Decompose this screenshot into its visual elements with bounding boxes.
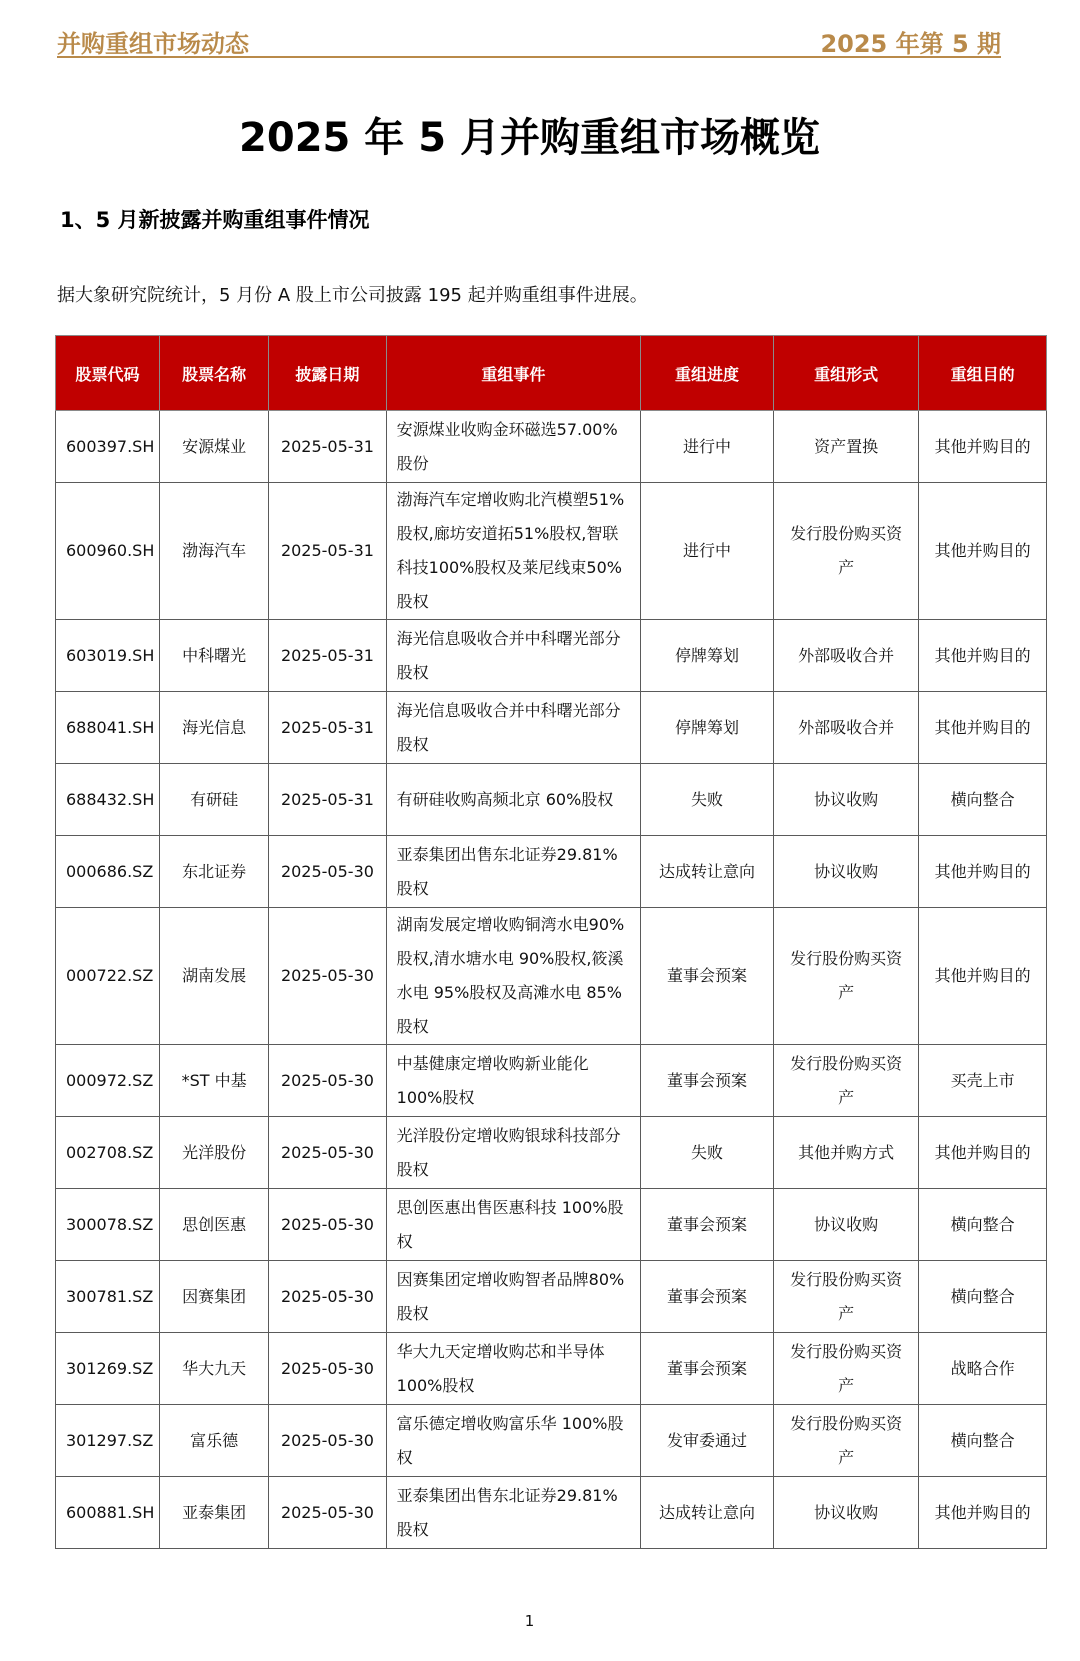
disclosure-date-cell: 2025-05-30 bbox=[269, 1117, 386, 1189]
purpose-cell: 横向整合 bbox=[919, 1405, 1047, 1477]
progress-cell: 失败 bbox=[641, 764, 774, 836]
table-header-row bbox=[56, 336, 1047, 411]
progress-cell: 进行中 bbox=[641, 411, 774, 483]
event-cell: 亚泰集团出售东北证券29.81%股权 bbox=[386, 836, 640, 908]
progress-cell: 董事会预案 bbox=[641, 908, 774, 1045]
column-header: 股票代码 bbox=[56, 336, 160, 411]
purpose-cell: 横向整合 bbox=[919, 764, 1047, 836]
table-row bbox=[56, 1045, 1047, 1117]
purpose-cell: 其他并购目的 bbox=[919, 411, 1047, 483]
stock-code-cell: 300078.SZ bbox=[56, 1189, 160, 1261]
progress-cell: 董事会预案 bbox=[641, 1189, 774, 1261]
stock-name-cell: 华大九天 bbox=[160, 1333, 269, 1405]
disclosure-date-cell: 2025-05-31 bbox=[269, 411, 386, 483]
table-row bbox=[56, 764, 1047, 836]
stock-code-cell: 000686.SZ bbox=[56, 836, 160, 908]
event-cell: 有研硅收购高频北京 60%股权 bbox=[386, 764, 640, 836]
purpose-cell: 买壳上市 bbox=[919, 1045, 1047, 1117]
stock-code-cell: 688432.SH bbox=[56, 764, 160, 836]
stock-code-cell: 000722.SZ bbox=[56, 908, 160, 1045]
stock-name-cell: 渤海汽车 bbox=[160, 483, 269, 620]
form-cell: 发行股份购买资产 bbox=[773, 1405, 918, 1477]
form-cell: 协议收购 bbox=[773, 764, 918, 836]
disclosure-date-cell: 2025-05-30 bbox=[269, 1261, 386, 1333]
table-row bbox=[56, 1261, 1047, 1333]
stock-name-cell: 中科曙光 bbox=[160, 620, 269, 692]
stock-name-cell: 东北证券 bbox=[160, 836, 269, 908]
table-row bbox=[56, 1333, 1047, 1405]
table-row bbox=[56, 411, 1047, 483]
stock-code-cell: 301269.SZ bbox=[56, 1333, 160, 1405]
purpose-cell: 其他并购目的 bbox=[919, 692, 1047, 764]
progress-cell: 停牌筹划 bbox=[641, 620, 774, 692]
disclosure-date-cell: 2025-05-30 bbox=[269, 1045, 386, 1117]
events-table bbox=[55, 335, 1047, 1549]
form-cell: 外部吸收合并 bbox=[773, 692, 918, 764]
table-row bbox=[56, 836, 1047, 908]
event-cell: 海光信息吸收合并中科曙光部分股权 bbox=[386, 692, 640, 764]
event-cell: 华大九天定增收购芯和半导体100%股权 bbox=[386, 1333, 640, 1405]
disclosure-date-cell: 2025-05-30 bbox=[269, 1189, 386, 1261]
purpose-cell: 其他并购目的 bbox=[919, 908, 1047, 1045]
form-cell: 外部吸收合并 bbox=[773, 620, 918, 692]
column-header: 重组形式 bbox=[773, 336, 918, 411]
event-cell: 中基健康定增收购新业能化100%股权 bbox=[386, 1045, 640, 1117]
stock-name-cell: 富乐德 bbox=[160, 1405, 269, 1477]
progress-cell: 进行中 bbox=[641, 483, 774, 620]
table-row bbox=[56, 483, 1047, 620]
stock-code-cell: 000972.SZ bbox=[56, 1045, 160, 1117]
event-cell: 光洋股份定增收购银球科技部分股权 bbox=[386, 1117, 640, 1189]
column-header: 重组事件 bbox=[386, 336, 640, 411]
event-cell: 思创医惠出售医惠科技 100%股权 bbox=[386, 1189, 640, 1261]
stock-code-cell: 600881.SH bbox=[56, 1477, 160, 1549]
disclosure-date-cell: 2025-05-30 bbox=[269, 836, 386, 908]
form-cell: 发行股份购买资产 bbox=[773, 1261, 918, 1333]
disclosure-date-cell: 2025-05-30 bbox=[269, 1477, 386, 1549]
stock-name-cell: 亚泰集团 bbox=[160, 1477, 269, 1549]
event-cell: 安源煤业收购金环磁选57.00%股份 bbox=[386, 411, 640, 483]
disclosure-date-cell: 2025-05-31 bbox=[269, 620, 386, 692]
table-row bbox=[56, 692, 1047, 764]
page-number: 1 bbox=[524, 1612, 535, 1630]
stock-name-cell: *ST 中基 bbox=[160, 1045, 269, 1117]
header-issue-number: 2025 年第 5 期 bbox=[820, 30, 1001, 58]
progress-cell: 失败 bbox=[641, 1117, 774, 1189]
section-heading: 1、5 月新披露并购重组事件情况 bbox=[60, 208, 370, 232]
page-title: 2025 年 5 月并购重组市场概览 bbox=[239, 115, 820, 161]
progress-cell: 董事会预案 bbox=[641, 1261, 774, 1333]
progress-cell: 达成转让意向 bbox=[641, 1477, 774, 1549]
stock-name-cell: 思创医惠 bbox=[160, 1189, 269, 1261]
event-cell: 海光信息吸收合并中科曙光部分股权 bbox=[386, 620, 640, 692]
stock-name-cell: 湖南发展 bbox=[160, 908, 269, 1045]
purpose-cell: 横向整合 bbox=[919, 1189, 1047, 1261]
disclosure-date-cell: 2025-05-30 bbox=[269, 908, 386, 1045]
intro-paragraph: 据大象研究院统计，5 月份 A 股上市公司披露 195 起并购重组事件进展。 bbox=[57, 285, 648, 306]
stock-code-cell: 600397.SH bbox=[56, 411, 160, 483]
disclosure-date-cell: 2025-05-30 bbox=[269, 1333, 386, 1405]
stock-code-cell: 688041.SH bbox=[56, 692, 160, 764]
stock-code-cell: 300781.SZ bbox=[56, 1261, 160, 1333]
stock-name-cell: 光洋股份 bbox=[160, 1117, 269, 1189]
stock-code-cell: 002708.SZ bbox=[56, 1117, 160, 1189]
form-cell: 发行股份购买资产 bbox=[773, 1045, 918, 1117]
progress-cell: 停牌筹划 bbox=[641, 692, 774, 764]
event-cell: 湖南发展定增收购铜湾水电90%股权,清水塘水电 90%股权,筱溪水电 95%股权及高滩水电 85%股权 bbox=[386, 908, 640, 1045]
event-cell: 渤海汽车定增收购北汽模塑51%股权,廊坊安道拓51%股权,智联科技100%股权及莱尼线束50%股权 bbox=[386, 483, 640, 620]
form-cell: 资产置换 bbox=[773, 411, 918, 483]
stock-name-cell: 有研硅 bbox=[160, 764, 269, 836]
purpose-cell: 其他并购目的 bbox=[919, 836, 1047, 908]
header-publication-title: 并购重组市场动态 bbox=[57, 30, 249, 58]
form-cell: 协议收购 bbox=[773, 1189, 918, 1261]
progress-cell: 发审委通过 bbox=[641, 1405, 774, 1477]
disclosure-date-cell: 2025-05-31 bbox=[269, 692, 386, 764]
stock-name-cell: 海光信息 bbox=[160, 692, 269, 764]
column-header: 重组进度 bbox=[641, 336, 774, 411]
table-row bbox=[56, 1117, 1047, 1189]
table-row bbox=[56, 1405, 1047, 1477]
purpose-cell: 其他并购目的 bbox=[919, 1477, 1047, 1549]
event-cell: 因赛集团定增收购智者品牌80%股权 bbox=[386, 1261, 640, 1333]
stock-name-cell: 因赛集团 bbox=[160, 1261, 269, 1333]
purpose-cell: 其他并购目的 bbox=[919, 1117, 1047, 1189]
purpose-cell: 横向整合 bbox=[919, 1261, 1047, 1333]
form-cell: 协议收购 bbox=[773, 836, 918, 908]
progress-cell: 达成转让意向 bbox=[641, 836, 774, 908]
page-header bbox=[57, 20, 1001, 58]
purpose-cell: 其他并购目的 bbox=[919, 483, 1047, 620]
progress-cell: 董事会预案 bbox=[641, 1333, 774, 1405]
form-cell: 发行股份购买资产 bbox=[773, 908, 918, 1045]
stock-code-cell: 600960.SH bbox=[56, 483, 160, 620]
stock-code-cell: 603019.SH bbox=[56, 620, 160, 692]
purpose-cell: 战略合作 bbox=[919, 1333, 1047, 1405]
event-cell: 亚泰集团出售东北证券29.81%股权 bbox=[386, 1477, 640, 1549]
disclosure-date-cell: 2025-05-31 bbox=[269, 483, 386, 620]
disclosure-date-cell: 2025-05-31 bbox=[269, 764, 386, 836]
form-cell: 发行股份购买资产 bbox=[773, 483, 918, 620]
column-header: 披露日期 bbox=[269, 336, 386, 411]
form-cell: 协议收购 bbox=[773, 1477, 918, 1549]
stock-name-cell: 安源煤业 bbox=[160, 411, 269, 483]
table-row bbox=[56, 908, 1047, 1045]
table-row bbox=[56, 1189, 1047, 1261]
form-cell: 发行股份购买资产 bbox=[773, 1333, 918, 1405]
stock-code-cell: 301297.SZ bbox=[56, 1405, 160, 1477]
disclosure-date-cell: 2025-05-30 bbox=[269, 1405, 386, 1477]
purpose-cell: 其他并购目的 bbox=[919, 620, 1047, 692]
column-header: 股票名称 bbox=[160, 336, 269, 411]
table-row bbox=[56, 620, 1047, 692]
table-row bbox=[56, 1477, 1047, 1549]
column-header: 重组目的 bbox=[919, 336, 1047, 411]
event-cell: 富乐德定增收购富乐华 100%股权 bbox=[386, 1405, 640, 1477]
form-cell: 其他并购方式 bbox=[773, 1117, 918, 1189]
progress-cell: 董事会预案 bbox=[641, 1045, 774, 1117]
